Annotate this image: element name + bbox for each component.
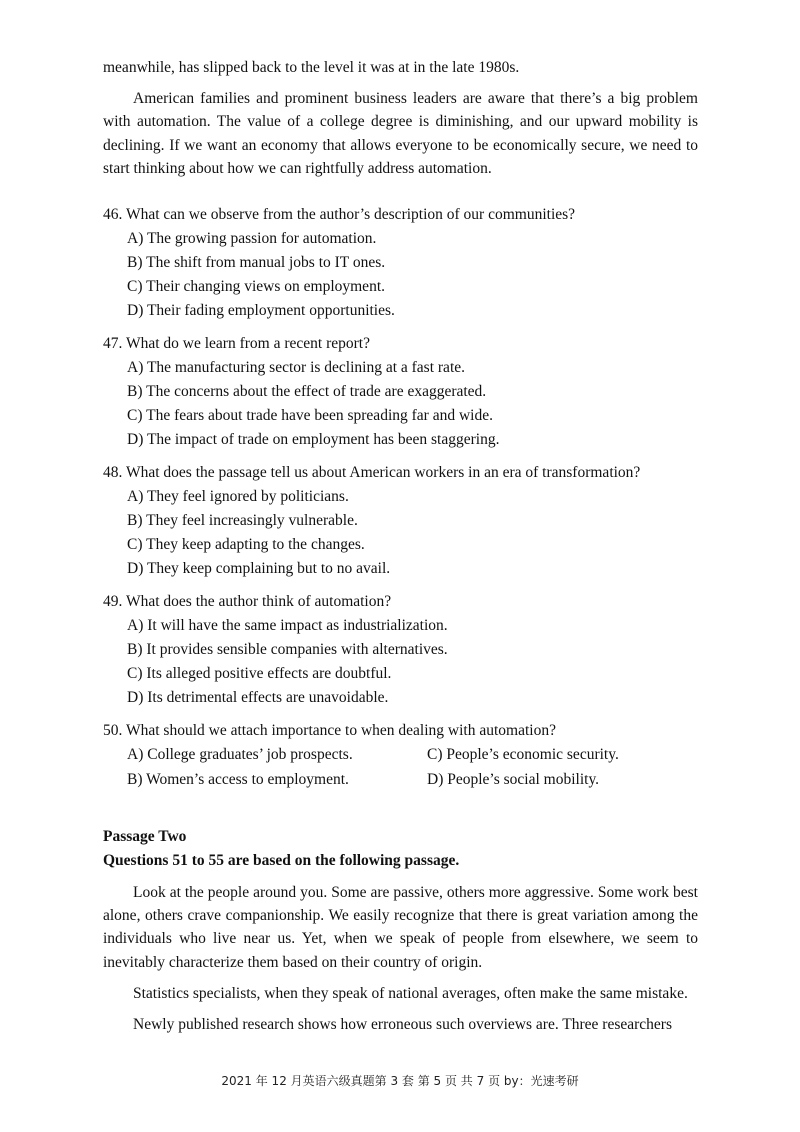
passage-paragraph-2: Statistics specialists, when they speak of national averages, often make the same mistake. — [133, 984, 688, 1002]
question-stem: 50. What should we attach importance to when dealing with automation? — [103, 722, 556, 740]
question-47 — [103, 332, 698, 452]
passage-paragraph-3: Newly published research shows how erroneous such overviews are. Three researchers — [133, 1016, 673, 1034]
question-49 — [103, 590, 698, 710]
option-b: B) They feel increasingly vulnerable. — [127, 512, 358, 530]
passage-paragraph-1: Look at the people around you. Some are passive, others more aggressive. Some work best alone, others crave companionship. We easily recognize that there is great variation among the individuals who live near us. Yet, when we speak of people from elsewhere, we seem to inevitably characterize them based on their country of origin. — [103, 884, 698, 971]
question-50 — [103, 719, 698, 792]
question-stem: 47. What do we learn from a recent report? — [103, 335, 370, 353]
option-d: D) Their fading employment opportunities. — [127, 302, 395, 320]
option-a: A) College graduates’ job prospects. — [127, 746, 353, 764]
option-c: C) Their changing views on employment. — [127, 278, 385, 296]
option-a: A) The manufacturing sector is declining at a fast rate. — [127, 359, 466, 377]
option-a: A) The growing passion for automation. — [127, 230, 377, 248]
intro-paragraph-2: American families and prominent business leaders are aware that there’s a big problem with automation. The value of a college degree is diminishing, and our upward mobility is declining. If we want an economy that allows everyone to be economically secure, we need to start thinking about how we can rightfully address automation. — [103, 90, 698, 177]
option-c: C) The fears about trade have been spreading far and wide. — [127, 407, 493, 425]
option-b: B) Women’s access to employment. — [127, 770, 349, 788]
option-grid — [127, 743, 698, 792]
option-c: C) They keep adapting to the changes. — [127, 536, 365, 554]
option-a: A) They feel ignored by politicians. — [127, 488, 349, 506]
passage-title: Passage Two — [103, 828, 187, 846]
option-b: B) The concerns about the effect of trade are exaggerated. — [127, 383, 487, 401]
question-46 — [103, 203, 698, 323]
passage-instruction: Questions 51 to 55 are based on the following passage. — [103, 852, 460, 870]
option-b: B) The shift from manual jobs to IT ones. — [127, 254, 386, 272]
page-content — [103, 56, 698, 1036]
question-stem: 46. What can we observe from the author’s description of our communities? — [103, 206, 576, 224]
question-stem: 48. What does the passage tell us about American workers in an era of transformation? — [103, 464, 641, 482]
option-d: D) The impact of trade on employment has been staggering. — [127, 431, 500, 449]
option-c: C) People’s economic security. — [427, 746, 619, 764]
question-48 — [103, 461, 698, 581]
option-a: A) It will have the same impact as industrialization. — [127, 617, 448, 635]
option-d: D) They keep complaining but to no avail. — [127, 560, 391, 578]
option-b: B) It provides sensible companies with alternatives. — [127, 641, 448, 659]
option-c: C) Its alleged positive effects are doubtful. — [127, 665, 392, 683]
option-d: D) Its detrimental effects are unavoidable. — [127, 689, 389, 707]
intro-paragraph-1: meanwhile, has slipped back to the level it was at in the late 1980s. — [103, 59, 520, 76]
page-footer: 2021 年 12 月英语六级真题第 3 套 第 5 页 共 7 页 by：光速考研 — [221, 1074, 579, 1088]
option-d: D) People’s social mobility. — [427, 770, 600, 788]
question-stem: 49. What does the author think of automation? — [103, 593, 392, 611]
